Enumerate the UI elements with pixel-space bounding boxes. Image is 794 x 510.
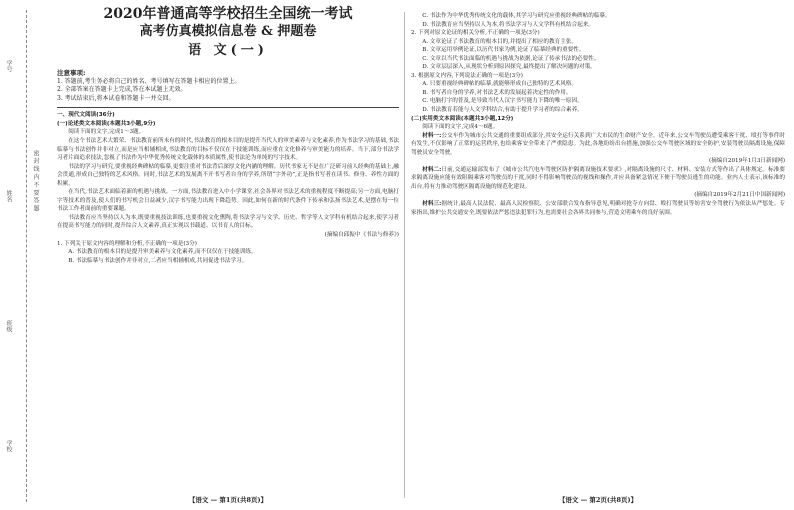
field-class: 班级 [5, 320, 12, 332]
material-text: 日前,交通运输部发布了《城市公共汽电车驾驶区防护隔离设施技术要求》,对隔离设施的尺寸、材料、安装方式等作出了具体规定。标准要求隔离设施应能有效阻隔乘客对驾驶员的干扰,同时不得影响驾驶员的视线和操作,并应具备紧急情况下便于驾驶员逃生的功能。业内人士表示,该标准的出台,将有力推动驾驶区隔离设施的规范化建设。 [411, 166, 785, 190]
note-item: 1. 答题前,考生务必将自己的姓名、考号填写在答题卡相应的位置上。 [57, 77, 241, 85]
question-option: A. 只要重视经典碑帖的临摹,就能够形成自己独特的艺术风格。 [422, 81, 577, 88]
material-source: (摘编自2019年2月21日中国新闻网) [694, 192, 785, 199]
field-student-id: 学号 [5, 60, 12, 72]
page-2 [411, 0, 785, 510]
material-label: 材料二: [422, 166, 442, 173]
passage-paragraph: 在这个书法艺术大繁荣、书法教育前所未有的时代,书法教育的根本目的是提升当代人的审美素养与文化素养,作为书法学习的基础,书法临摹与书法创作并非对立,而是应当相辅相成,书法教育的目标不仅仅在于技能训练,而应重在文化修养与审美能力的培养。当下,部分书法学习者片面追求技法,忽视了书法作为中华优秀传统文化载体的本质属性,使书法沦为单纯的写字技术。 [57, 138, 399, 162]
passage-paragraph: 书法的学习与研究,要重视经典碑帖的临摹,更要注重对书法背后深厚文化内涵的理解。历代书家无不是在广泛研习前人经典的基础上,融会贯通,形成自己独特的艺术风格。同时,书法艺术的发展离不开书写者自身的学养,所谓“字外功”,正是指书写者在读书、修身、养性方面的积累。 [57, 163, 399, 187]
question-option: D. 文章层层深入,从现状分析到原因探究,最终提出了解决问题的对策。 [422, 64, 596, 71]
divider [57, 107, 399, 108]
question-option: B. 书法临摹与书法创作并非对立,二者应当相辅相成,共同促进书法学习。 [68, 257, 248, 264]
page-footer: 【语文 — 第2页(共8页)】 [558, 496, 638, 504]
question-option: B. 书写者自身的学养,对书法艺术的发展起着决定性的作用。 [422, 89, 572, 96]
note-item: 3. 考试结束后,将本试卷和答题卡一并交回。 [57, 94, 175, 102]
seal-notice: 密 封 线 内 不 要 答 题 [32, 150, 39, 212]
material-text: 公交车作为城市公共交通的重要组成部分,其安全运行关系到广大市民的生命财产安全。近年来,公交车驾驶员遭受乘客干扰、殴打等事件时有发生,不仅影响了正常的运营秩序,也给乘客安全带来了严重隐患。为此,各地纷纷出台措施,加强公交车驾驶区域的安全防护,安装驾驶员隔离设施,保障驾驶员安全驾驶。 [411, 132, 785, 156]
binding-margin [0, 0, 52, 510]
questions-section [411, 12, 785, 217]
section-heading: 一、现代文阅读(36分) [57, 112, 115, 119]
question-option: B. 文章运用举例论证,以历代书家为例,论证了临摹经典的重要性。 [422, 47, 585, 54]
question-1: 1. 下列关于原文内容的理解和分析,不正确的一项是(3分) [57, 240, 197, 247]
question-option: C. 电脑打字的普及,是导致当代人汉字书写能力下降的唯一原因。 [422, 98, 583, 105]
question-option: C. 书法作为中华优秀传统文化的载体,其学习与研究应重视经典碑帖的临摹。 [422, 13, 611, 19]
exam-title [57, 6, 399, 59]
passage-paragraph: 在当代,书法艺术面临着新的机遇与挑战。一方面,书法教育进入中小学课堂,社会各界对书法艺术的重视程度不断提高;另一方面,电脑打字等技术的普及,使人们的书写机会日益减少,汉字书写能力出现下降趋势。因此,如何在新的时代条件下传承和弘扬书法艺术,是摆在每一位书法工作者面前的重要课题。 [57, 189, 399, 213]
passage-paragraph: 书法教育应当坚持以人为本,既要重视技法训练,也要重视文化熏陶,将书法学习与文学、历史、哲学等人文学科有机结合起来,使学习者在提高书写能力的同时,提升综合人文素养,真正实现以书载道、以书育人的目标。 [57, 214, 399, 230]
question-option: C. 文章以当代书法面临的机遇与挑战为依据,论证了传承书法的必要性。 [422, 55, 600, 62]
instruction-text: 阅读下面的文字,完成4～6题。 [422, 124, 499, 131]
notes-title: 注意事项: [57, 69, 86, 77]
page-1 [57, 0, 399, 510]
page-footer: 【语文 — 第1页(共8页)】 [188, 496, 268, 504]
passage-source: (摘编自邱振中《书法与修养》) [324, 232, 399, 239]
reading-section [57, 111, 399, 265]
question-3: 3. 根据原文内容,下列说法正确的一项是(3分) [411, 72, 523, 79]
material-text: 据统计,最高人民法院、最高人民检察院、公安部联合发布指导意见,明确对抢夺方向盘、殴打驾驶员等妨害安全驾驶行为依法从严惩处。专家指出,维护公共交通安全,既要依法严惩违法犯罪行为,也需要社会各界共同参与,营造文明乘车的良好氛围。 [411, 201, 785, 216]
column-divider [404, 12, 405, 498]
subsection-heading: (二)实用类文本阅读(本题共3小题,12分) [411, 115, 514, 122]
material-label: 材料一: [422, 132, 442, 139]
material-source: (摘编自2019年1月3日新闻网) [708, 158, 785, 165]
question-option: D. 书法教育若能与人文学科结合,有助于提升学习者的综合素养。 [422, 107, 583, 114]
cut-line [26, 10, 27, 502]
field-name: 姓名 [5, 190, 12, 202]
subject-title: 语 文(一) [188, 43, 268, 58]
subsection-heading: (一)论述类文本阅读(本题共3小题,9分) [57, 120, 156, 127]
title-line-2: 高考仿真模拟信息卷 & 押题卷 [139, 24, 317, 39]
instruction-text: 阅读下面的文字,完成1～3题。 [68, 129, 145, 136]
question-option: A. 文章论证了书法教育的根本目的,并提出了相应的教育主张。 [422, 38, 577, 45]
note-item: 2. 全部答案在答题卡上完成,答在本试题上无效。 [57, 86, 187, 94]
title-line-1: 2020年普通高等学校招生全国统一考试 [103, 6, 353, 22]
field-school: 学校 [5, 440, 12, 452]
question-2: 2. 下列对原文论证的相关分析,不正确的一项是(3分) [411, 30, 540, 37]
question-option: D. 书法教育应当坚持以人为本,将书法学习与人文学科有机结合起来。 [422, 21, 595, 28]
material-label: 材料三: [422, 201, 442, 208]
question-option: A. 书法教育的根本目的是提升审美素养与文化素养,而不仅仅在于技能训练。 [68, 249, 257, 256]
instructions [57, 69, 399, 103]
